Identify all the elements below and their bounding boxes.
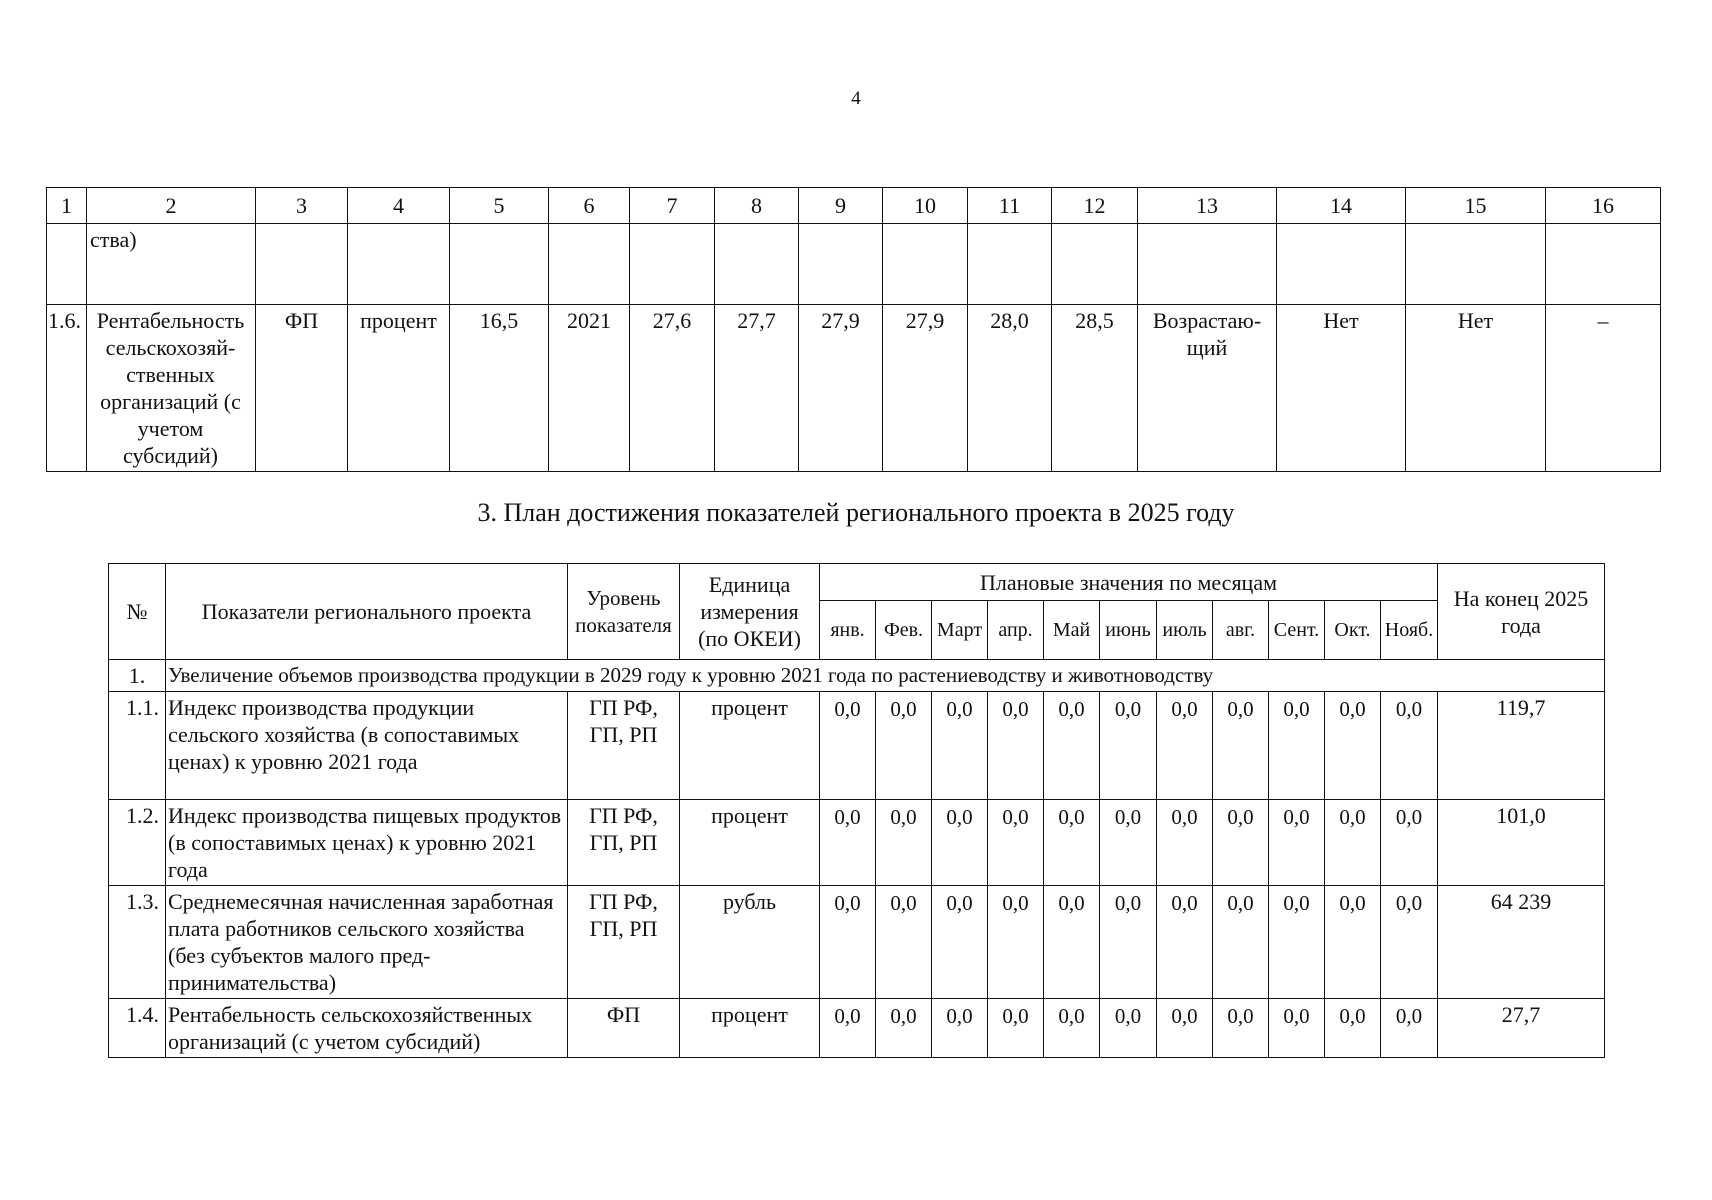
month-value: 0,0	[1157, 999, 1213, 1058]
col-num: 4	[348, 188, 450, 224]
month-value: 0,0	[1100, 886, 1157, 999]
month-value: 0,0	[1269, 692, 1325, 800]
value-cell: 28,5	[1052, 305, 1138, 472]
month-value: 0,0	[1213, 800, 1269, 886]
month-value: 0,0	[1213, 886, 1269, 999]
month-value: 0,0	[820, 886, 876, 999]
col-num: 15	[1406, 188, 1546, 224]
header-end: На конец 2025 года	[1438, 564, 1605, 660]
value-cell: 28,0	[968, 305, 1052, 472]
col-num: 11	[968, 188, 1052, 224]
month-value: 0,0	[1325, 692, 1381, 800]
col-num: 7	[630, 188, 715, 224]
month-value: 0,0	[932, 886, 988, 999]
month-value: 0,0	[1325, 886, 1381, 999]
month-value: 0,0	[1044, 886, 1100, 999]
table-row	[109, 999, 1605, 1058]
group-title: Увеличение объемов производства продукции в 2029 году к уровню 2021 года по растениеводству и животноводству	[166, 660, 1605, 692]
col-num: 3	[256, 188, 348, 224]
month-value: 0,0	[932, 692, 988, 800]
month-value: 0,0	[1044, 800, 1100, 886]
continuation-text: ства)	[87, 224, 256, 305]
indicator-unit: процент	[680, 692, 820, 800]
indicator-name: Индекс производства пищевых продуктов (в сопоставимых ценах) к уровню 2021 года	[166, 800, 568, 886]
month-value: 0,0	[1100, 999, 1157, 1058]
month-value: 0,0	[1381, 800, 1438, 886]
month-value: 0,0	[1100, 692, 1157, 800]
month-value: 0,0	[820, 800, 876, 886]
month-value: 0,0	[1269, 800, 1325, 886]
month-value: 0,0	[876, 800, 932, 886]
col-num: 14	[1277, 188, 1406, 224]
header-indicators: Показатели регионального проекта	[166, 564, 568, 660]
month-value: 0,0	[820, 692, 876, 800]
end-value: 64 239	[1438, 886, 1605, 999]
base-value: 16,5	[450, 305, 549, 472]
row-number: 1.3.	[109, 886, 166, 999]
month-value: 0,0	[932, 999, 988, 1058]
month-value: 0,0	[1325, 999, 1381, 1058]
header-unit: Единица измерения (по ОКЕИ)	[680, 564, 820, 660]
month-value: 0,0	[820, 999, 876, 1058]
col-num: 5	[450, 188, 549, 224]
row-number: 1.2.	[109, 800, 166, 886]
month-header: авг.	[1213, 601, 1269, 660]
end-value: 119,7	[1438, 692, 1605, 800]
month-value: 0,0	[1213, 999, 1269, 1058]
col-num: 6	[549, 188, 630, 224]
month-value: 0,0	[1381, 692, 1438, 800]
month-value: 0,0	[1044, 999, 1100, 1058]
header-row	[109, 564, 1605, 601]
col15-value: Нет	[1406, 305, 1546, 472]
indicator-name: Среднемесячная начисленная заработная плата работников сельского хозяйства (без субъектов малого пред-принимательства)	[166, 886, 568, 999]
col-num: 12	[1052, 188, 1138, 224]
month-value: 0,0	[876, 692, 932, 800]
row-number: 1.6.	[47, 305, 87, 472]
table-row	[47, 305, 1661, 472]
table-row	[109, 692, 1605, 800]
trend: Возрастаю-щий	[1138, 305, 1277, 472]
month-value: 0,0	[1213, 692, 1269, 800]
plan-table	[108, 563, 1605, 1058]
section-title: 3. План достижения показателей регионального проекта в 2025 году	[477, 498, 1235, 527]
row-number: 1.1.	[109, 692, 166, 800]
month-header: июнь	[1100, 601, 1157, 660]
value-cell: 27,9	[883, 305, 968, 472]
column-number-row	[47, 188, 1661, 224]
group-row	[109, 660, 1605, 692]
value-cell: 27,6	[630, 305, 715, 472]
page-number: 4	[851, 88, 861, 109]
group-number: 1.	[109, 660, 166, 692]
row-number: 1.4.	[109, 999, 166, 1058]
col-num: 10	[883, 188, 968, 224]
indicator-unit: процент	[680, 800, 820, 886]
month-header: Нояб.	[1381, 601, 1438, 660]
month-value: 0,0	[1044, 692, 1100, 800]
month-header: Фев.	[876, 601, 932, 660]
table-row	[109, 800, 1605, 886]
month-value: 0,0	[988, 800, 1044, 886]
table-row	[109, 886, 1605, 999]
month-value: 0,0	[876, 999, 932, 1058]
indicator-name: Рентабельность сельскохозяйственных организаций (с учетом субсидий)	[166, 999, 568, 1058]
month-header: апр.	[988, 601, 1044, 660]
col-num: 9	[799, 188, 883, 224]
month-header: Окт.	[1325, 601, 1381, 660]
month-value: 0,0	[988, 999, 1044, 1058]
indicator-name: Рентабельность сельскохозяй-ственных организаций (с учетом субсидий)	[87, 305, 256, 472]
indicator-name: Индекс производства продукции сельского хозяйства (в сопоставимых ценах) к уровню 2021 года	[166, 692, 568, 800]
indicator-level: ГП РФ, ГП, РП	[568, 886, 680, 999]
month-value: 0,0	[1157, 692, 1213, 800]
month-value: 0,0	[1325, 800, 1381, 886]
col14-value: Нет	[1277, 305, 1406, 472]
month-header: Сент.	[1269, 601, 1325, 660]
month-value: 0,0	[932, 800, 988, 886]
header-planned: Плановые значения по месяцам	[820, 564, 1438, 601]
indicator-level: ГП РФ, ГП, РП	[568, 800, 680, 886]
month-value: 0,0	[876, 886, 932, 999]
col16-value: –	[1546, 305, 1661, 472]
month-header: Май	[1044, 601, 1100, 660]
month-header: Март	[932, 601, 988, 660]
month-value: 0,0	[988, 886, 1044, 999]
month-value: 0,0	[988, 692, 1044, 800]
header-num: №	[109, 564, 166, 660]
indicator-level: ФП	[256, 305, 348, 472]
continuation-row	[47, 224, 1661, 305]
month-value: 0,0	[1157, 886, 1213, 999]
indicator-level: ГП РФ, ГП, РП	[568, 692, 680, 800]
indicator-unit: процент	[348, 305, 450, 472]
header-level: Уровень показателя	[568, 564, 680, 660]
indicators-table-continuation	[46, 187, 1661, 472]
col-num: 13	[1138, 188, 1277, 224]
month-header: янв.	[820, 601, 876, 660]
value-cell: 27,9	[799, 305, 883, 472]
end-value: 101,0	[1438, 800, 1605, 886]
value-cell: 27,7	[715, 305, 799, 472]
col-num: 2	[87, 188, 256, 224]
month-value: 0,0	[1381, 999, 1438, 1058]
base-year: 2021	[549, 305, 630, 472]
col-num: 16	[1546, 188, 1661, 224]
indicator-unit: рубль	[680, 886, 820, 999]
col-num: 8	[715, 188, 799, 224]
indicator-level: ФП	[568, 999, 680, 1058]
month-value: 0,0	[1100, 800, 1157, 886]
col-num: 1	[47, 188, 87, 224]
month-value: 0,0	[1381, 886, 1438, 999]
month-header: июль	[1157, 601, 1213, 660]
month-value: 0,0	[1269, 886, 1325, 999]
month-value: 0,0	[1269, 999, 1325, 1058]
indicator-unit: процент	[680, 999, 820, 1058]
month-value: 0,0	[1157, 800, 1213, 886]
end-value: 27,7	[1438, 999, 1605, 1058]
